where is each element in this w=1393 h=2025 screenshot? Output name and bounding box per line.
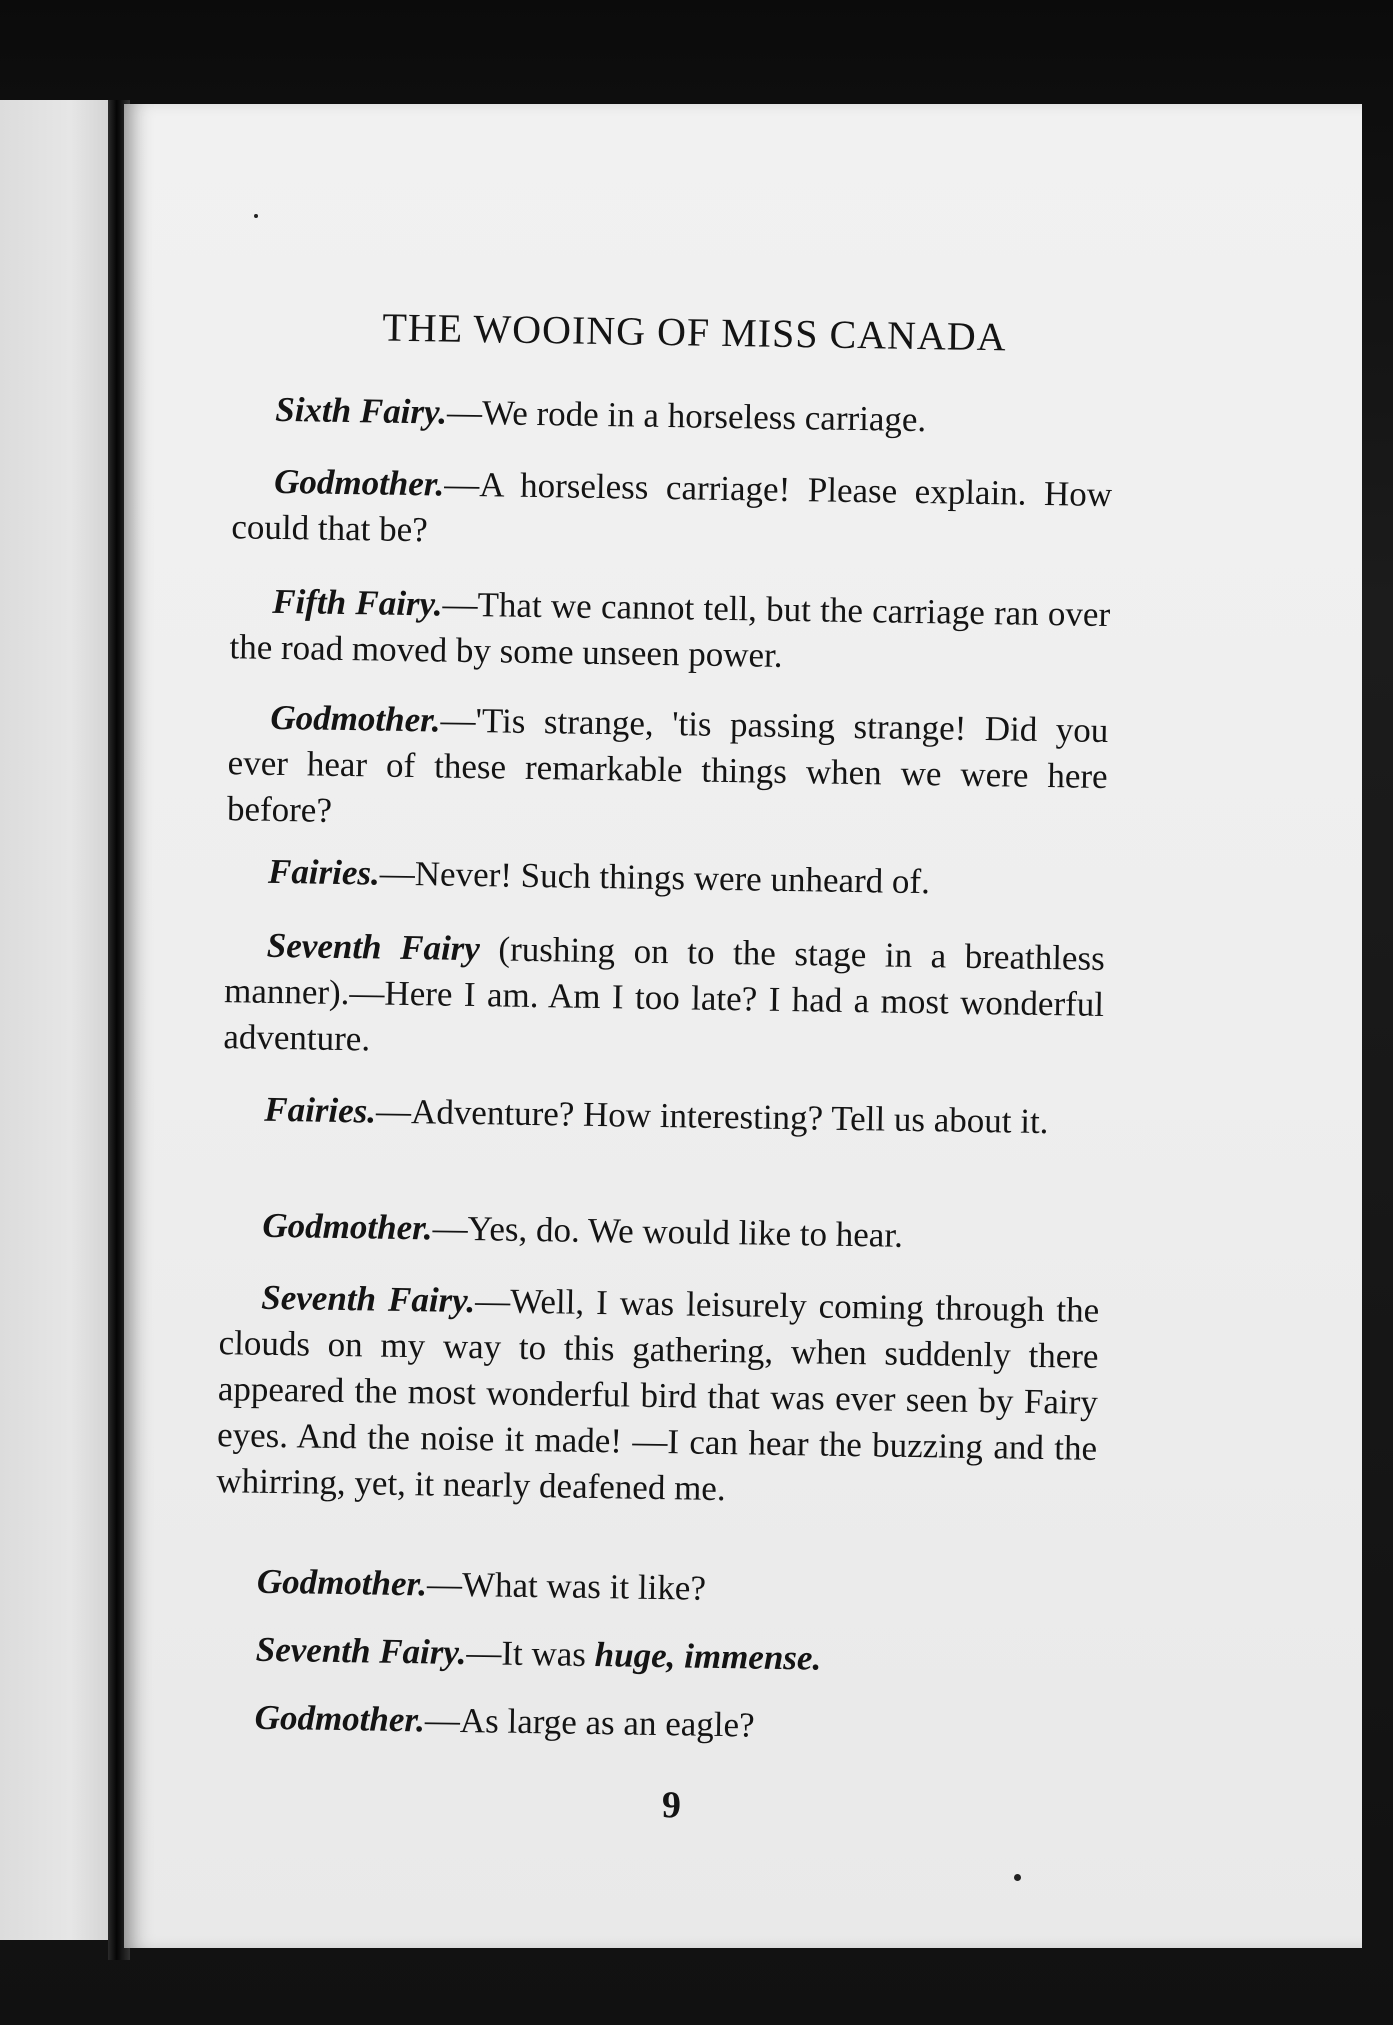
speech-text: —Here I am. Am I too late? I had a most wonderful adventure. [223, 973, 1105, 1059]
speech-sixth-fairy [233, 386, 1114, 446]
ink-speck [1014, 1874, 1021, 1881]
speech-text: —Yes, do. We would like to hear. [432, 1208, 904, 1255]
speaker-name: Godmother. [254, 1697, 426, 1740]
speech-seventh-fairy [216, 1274, 1100, 1518]
speech-text: —It was [466, 1633, 596, 1675]
facing-page-edge [0, 100, 118, 1940]
speaker-name: Godmother. [256, 1561, 428, 1604]
speech-godmother [212, 1694, 1093, 1754]
speech-godmother [231, 458, 1112, 564]
speech-text: —We rode in a horseless carriage. [446, 392, 927, 440]
speaker-name: Seventh Fairy. [255, 1629, 467, 1673]
speech-godmother [227, 694, 1109, 846]
speaker-name: Fairies. [267, 851, 381, 893]
speaker-name: Godmother. [273, 461, 445, 504]
speech-fifth-fairy [229, 578, 1110, 684]
page-content [109, 95, 1376, 1958]
speech-godmother [215, 1558, 1096, 1618]
speech-text: —What was it like? [426, 1564, 707, 1608]
speaker-name: Sixth Fairy. [274, 389, 448, 432]
speaker-name: Seventh Fairy [266, 925, 481, 969]
speaker-name: Godmother. [262, 1205, 433, 1248]
speech-text: —'Tis strange, 'tis passing strange! Did you ever hear of these remarkable things when we were here before? [226, 700, 1109, 830]
speech-seventh-fairy [223, 922, 1105, 1074]
stage-direction: (rushing on to the stage in a breathless manner). [223, 929, 1106, 1013]
speech-godmother [220, 1202, 1101, 1262]
speech-fairies [226, 848, 1107, 908]
speaker-name: Fifth Fairy. [271, 581, 443, 624]
speech-text: —Adventure? How interesting? Tell us about it. [375, 1091, 1049, 1142]
speech-text: —Never! Such things were unheard of. [379, 853, 931, 902]
speaker-name: Seventh Fairy. [261, 1277, 476, 1321]
speech-seventh-fairy [213, 1626, 1094, 1686]
speech-text: —That we cannot tell, but the carriage ran over the road moved by some unseen power. [229, 584, 1111, 675]
speaker-name: Fairies. [263, 1089, 377, 1131]
speech-text: —Well, I was leisurely coming through the clouds on my way to this gathering, when suddenly there appeared the most wonderful bird that was ever seen by Fairy eyes. And the noise it made! —I can hear the buzzing and the whirring, yet, it nearly deafened me. [216, 1281, 1100, 1509]
speech-text: —As large as an eagle? [424, 1700, 755, 1745]
running-head: THE WOOING OF MISS CANADA [382, 304, 1008, 360]
ink-speck [254, 214, 258, 218]
emphasized-text: huge, immense. [594, 1635, 822, 1678]
page-number: 9 [661, 1784, 682, 1827]
speaker-name: Godmother. [270, 697, 441, 740]
speech-text: —A horseless carriage! Please explain. How could that be? [231, 464, 1113, 550]
speech-fairies [222, 1086, 1103, 1146]
book-page [124, 104, 1362, 1948]
